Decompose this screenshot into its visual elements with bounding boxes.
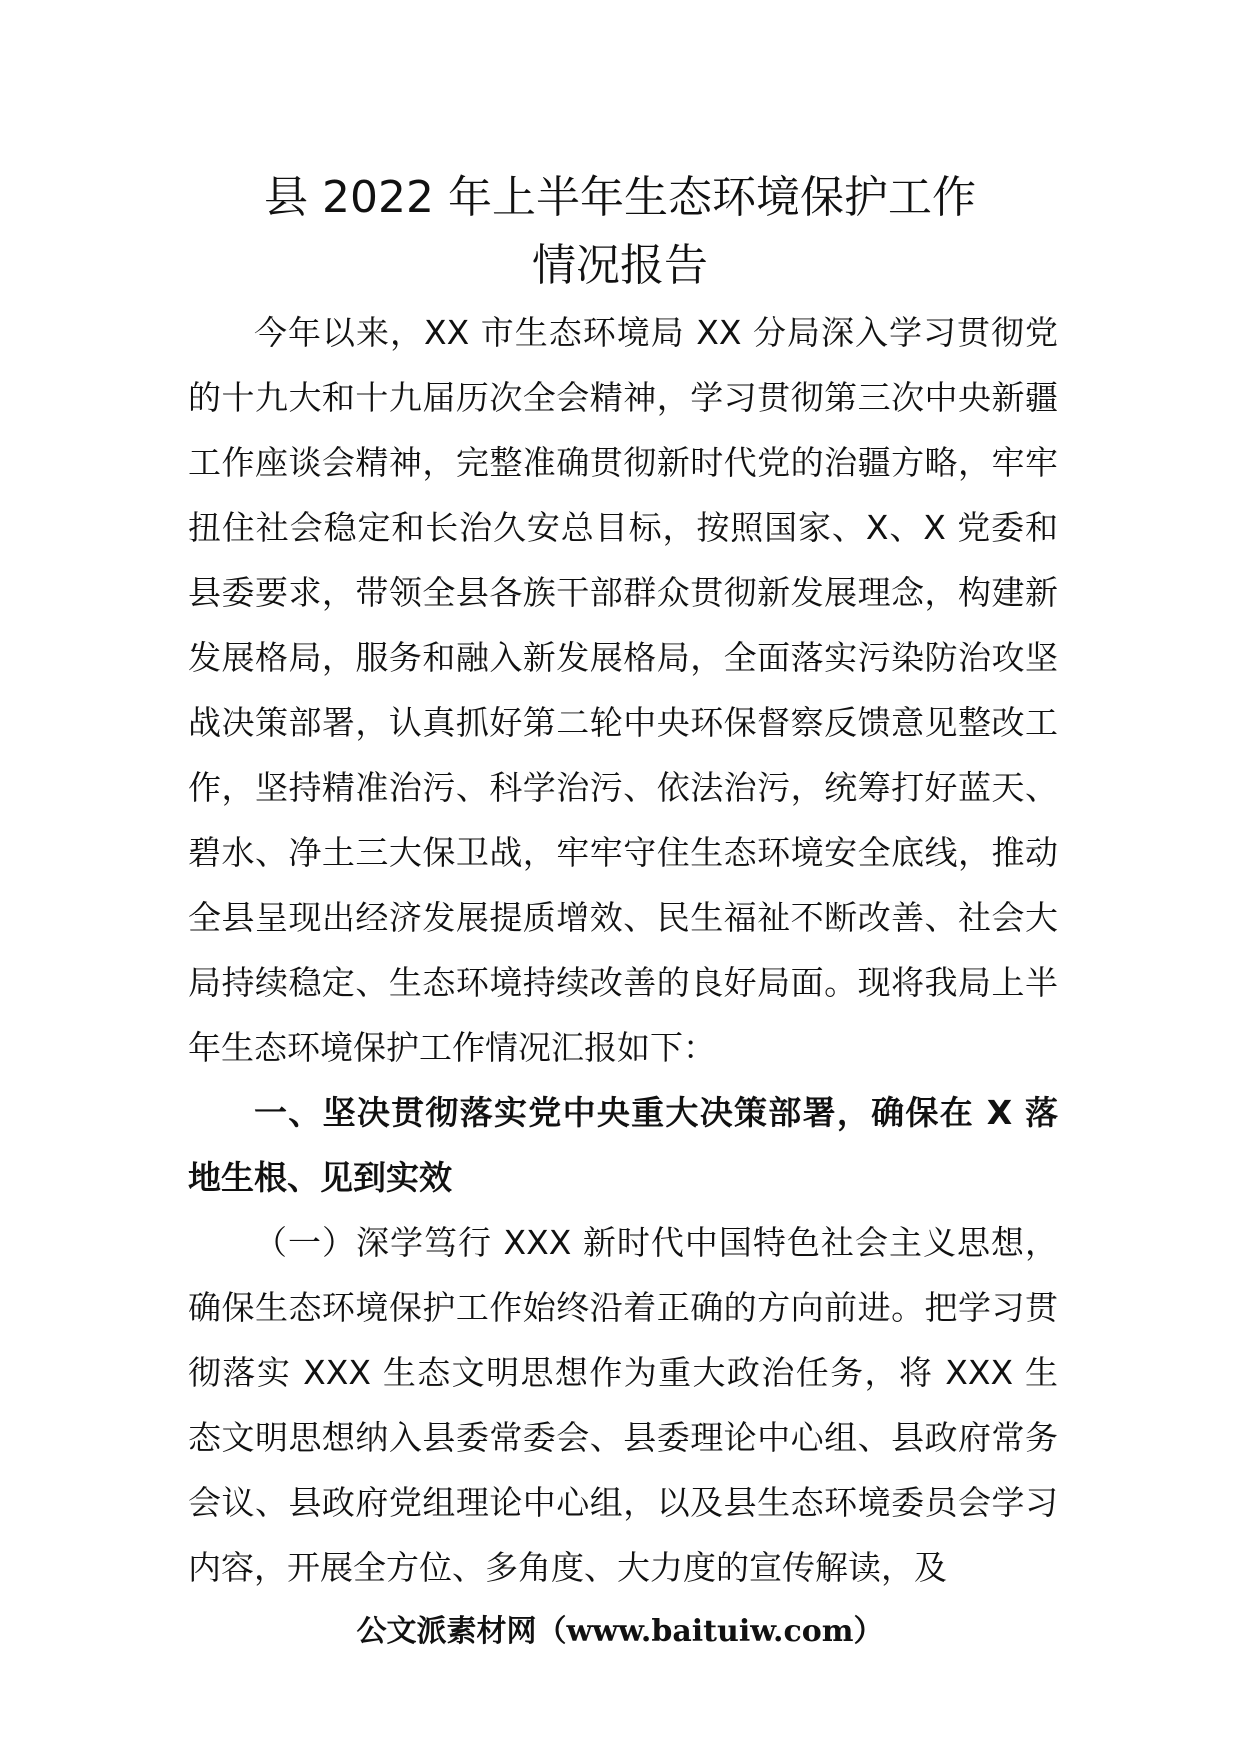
document-title-line1: 县 2022 年上半年生态环境保护工作 (264, 172, 976, 223)
footer-watermark: 公文派素材网（www.baituiw.com） (356, 1614, 884, 1649)
document-title-line2: 情况报告 (532, 240, 708, 291)
subsection-paragraph-1: （一）深学笃行 XXX 新时代中国特色社会主义思想，确保生态环境保护工作始终沿着正确的方向前进。把学习贯彻落实 XXX 生态文明思想作为重大政治任务，将 XXX 生态文明思想纳入县委常委会、县委理论中心组、县政府常务会议、县政府党组理论中心组，以及县生态环境委员会学习内容，开展全方位、多角度、大力度的宣传解读，及 (188, 1223, 1058, 1587)
intro-paragraph: 今年以来，XX 市生态环境局 XX 分局深入学习贯彻党的十九大和十九届历次全会精神，学习贯彻第三次中央新疆工作座谈会精神，完整准确贯彻新时代党的治疆方略，牢牢扭住社会稳定和长治久安总目标，按照国家、X、X 党委和县委要求，带领全县各族干部群众贯彻新发展理念，构建新发展格局，服务和融入新发展格局，全面落实污染防治攻坚战决策部署，认真抓好第二轮中央环保督察反馈意见整改工作，坚持精准治污、科学治污、依法治污，统筹打好蓝天、碧水、净土三大保卫战，牢牢守住生态环境安全底线，推动全县呈现出经济发展提质增效、民生福祉不断改善、社会大局持续稳定、生态环境持续改善的良好局面。现将我局上半年生态环境保护工作情况汇报如下： (188, 313, 1058, 1067)
document-body (188, 300, 1058, 1600)
section-heading-1: 一、坚决贯彻落实党中央重大决策部署，确保在 X 落地生根、见到实效 (188, 1093, 1058, 1197)
